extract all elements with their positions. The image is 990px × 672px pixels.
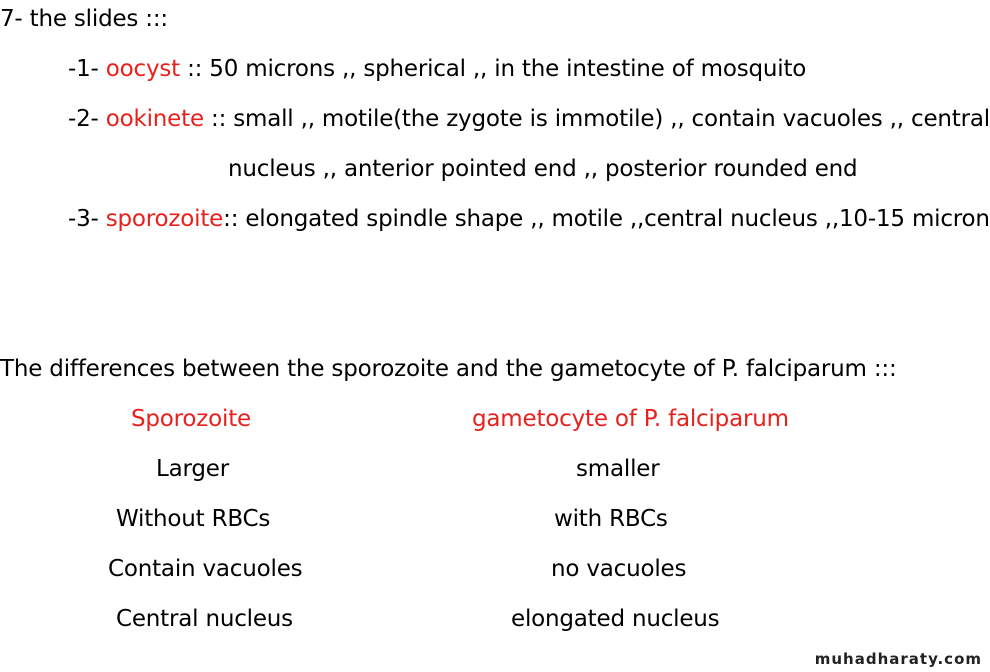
item-term: sporozoite — [105, 206, 224, 232]
item-description: :: 50 microns ,, spherical ,, in the intestine of mosquito — [179, 56, 807, 82]
comparison-row-left: Contain vacuoles — [108, 556, 303, 582]
comparison-row-right: smaller — [576, 456, 660, 482]
differences-heading: The differences between the sporozoite and the gametocyte of P. falciparum ::: — [0, 356, 897, 382]
comparison-row-left: Without RBCs — [116, 506, 271, 532]
watermark: muhadharaty.com — [814, 650, 982, 668]
comparison-row-right: with RBCs — [554, 506, 668, 532]
item-description: :: elongated spindle shape ,, motile ,,central nucleus ,,10-15 micron — [223, 206, 990, 232]
item-prefix: -2- — [68, 106, 106, 132]
item-term: ookinete — [105, 106, 204, 132]
slides-heading: 7- the slides ::: — [0, 6, 168, 32]
comparison-header-gametocyte: gametocyte of P. falciparum — [472, 406, 789, 432]
item-description: :: small ,, motile(the zygote is immotile) ,, contain vacuoles ,, central — [203, 106, 990, 132]
comparison-row-left: Larger — [156, 456, 229, 482]
list-item-ookinete-continuation: nucleus ,, anterior pointed end ,, posterior rounded end — [228, 156, 858, 182]
item-prefix: -1- — [68, 56, 106, 82]
comparison-header-sporozoite: Sporozoite — [131, 406, 251, 432]
item-term: oocyst — [105, 56, 180, 82]
item-prefix: -3- — [68, 206, 106, 232]
comparison-row-right: no vacuoles — [551, 556, 687, 582]
comparison-row-left: Central nucleus — [116, 606, 293, 632]
comparison-row-right: elongated nucleus — [511, 606, 720, 632]
list-item-sporozoite — [68, 204, 990, 234]
list-item-ookinete — [68, 104, 990, 134]
list-item-oocyst — [68, 54, 806, 84]
